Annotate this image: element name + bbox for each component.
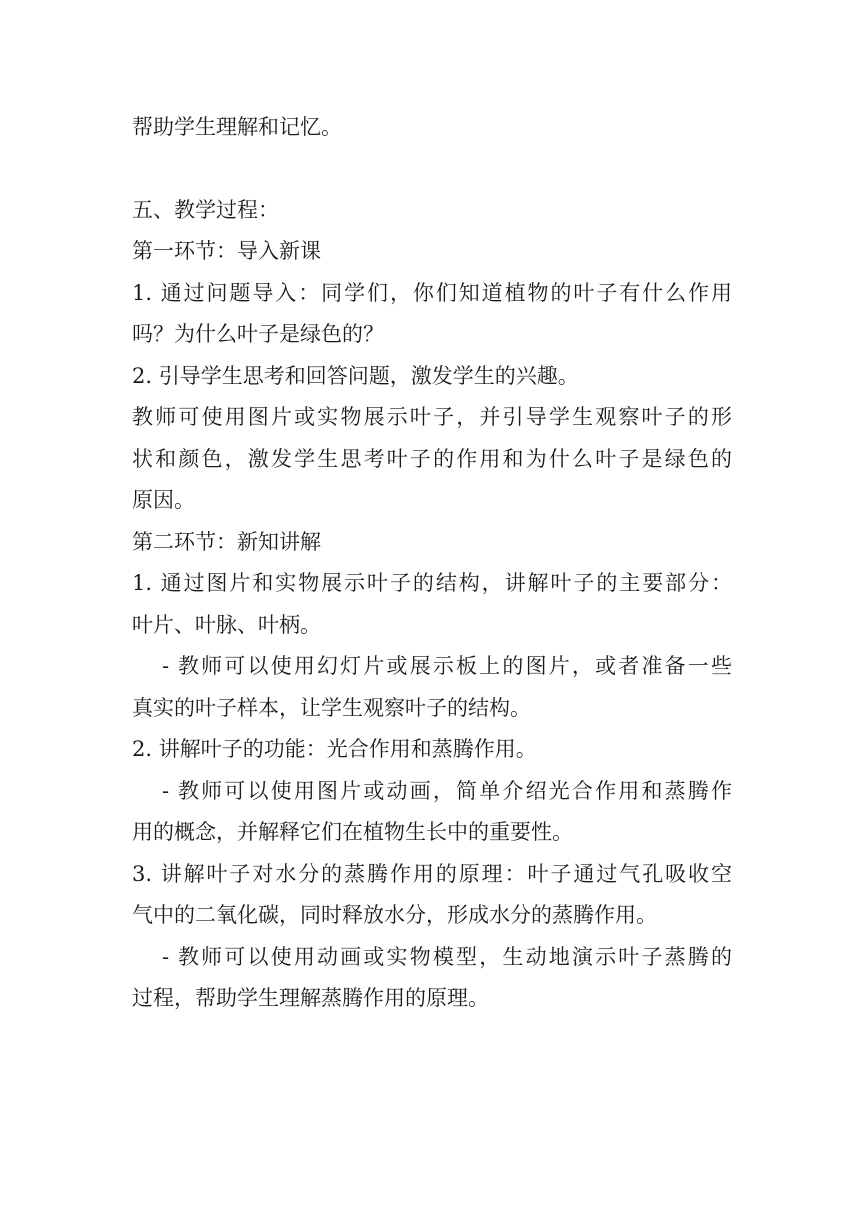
text-line: 吗？为什么叶子是绿色的？ (132, 322, 384, 346)
text-line: 过程，帮助学生理解蒸腾作用的原理。 (132, 986, 489, 1010)
text-line: 状和颜色，激发学生思考叶子的作用和为什么叶子是绿色的 (132, 446, 732, 471)
text-line: 气中的二氧化碳，同时释放水分，形成水分的蒸腾作用。 (132, 903, 657, 927)
text-line: 第一环节：导入新课 (132, 239, 321, 263)
text-line: 2. 讲解叶子的功能：光合作用和蒸腾作用。 (132, 737, 537, 761)
text-line: 帮助学生理解和记忆。 (132, 115, 342, 139)
text-line: 3. 讲解叶子对水分的蒸腾作用的原理：叶子通过气孔吸收空 (132, 861, 732, 886)
text-line: 第二环节：新知讲解 (132, 529, 321, 554)
text-line: - 教师可以使用动画或实物模型，生动地演示叶子蒸腾的 (162, 944, 732, 969)
text-line: 叶片、叶脉、叶柄。 (132, 612, 321, 637)
text-line: 教师可使用图片或实物展示叶子，并引导学生观察叶子的形 (132, 405, 732, 429)
text-line: 1. 通过问题导入：同学们，你们知道植物的叶子有什么作用 (132, 280, 732, 305)
text-line: 真实的叶子样本，让学生观察叶子的结构。 (132, 695, 531, 720)
text-line: - 教师可以使用图片或动画，简单介绍光合作用和蒸腾作 (162, 778, 732, 803)
text-line: 用的概念，并解释它们在植物生长中的重要性。 (132, 820, 573, 844)
document-page (132, 107, 732, 1020)
text-line: 原因。 (132, 488, 195, 512)
text-line: 1. 通过图片和实物展示叶子的结构，讲解叶子的主要部分： (132, 571, 732, 595)
text-line: - 教师可以使用幻灯片或展示板上的图片，或者准备一些 (162, 654, 732, 678)
text-line: 五、教学过程： (132, 197, 279, 222)
paragraph-gap (132, 149, 732, 190)
text-line: 2. 引导学生思考和回答问题，激发学生的兴趣。 (132, 363, 579, 388)
